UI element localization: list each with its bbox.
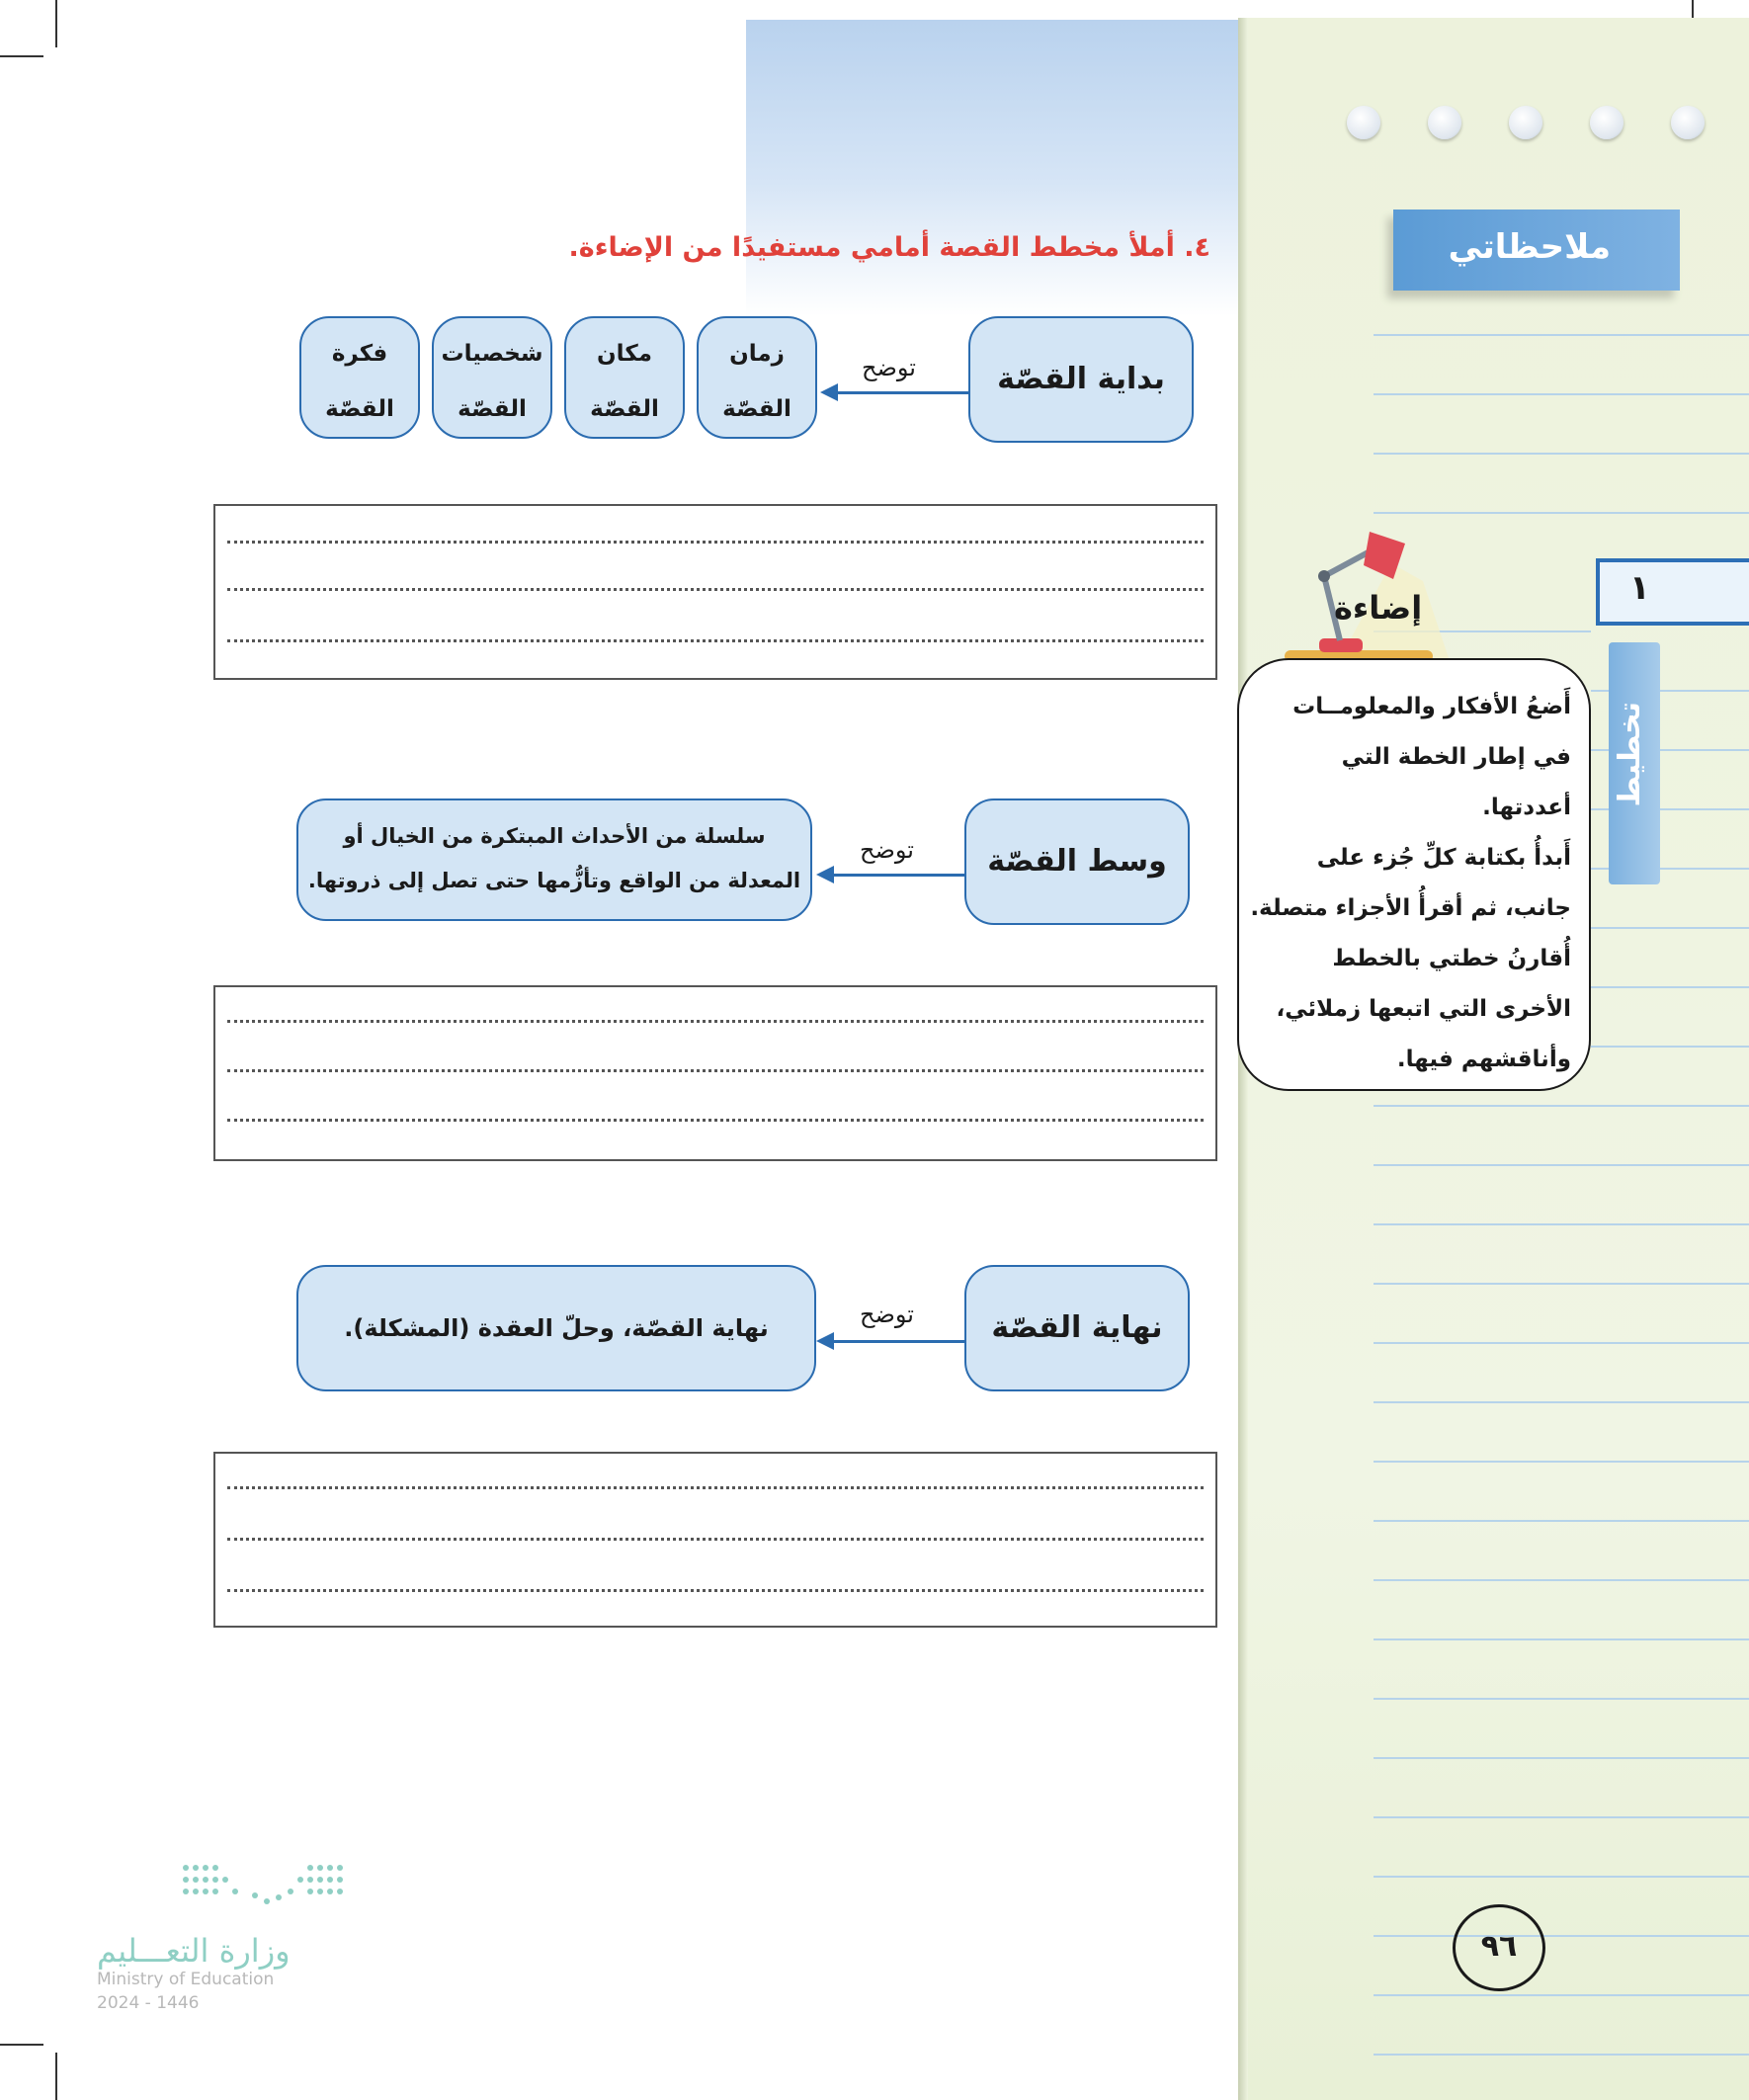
chip-line: شخصيات (441, 341, 543, 367)
chip-line: زمان (729, 341, 785, 367)
notes-title: ملاحظاتي (1448, 227, 1611, 267)
arrow-line (838, 391, 968, 394)
crop-mark (55, 0, 57, 47)
ring-hole (1509, 106, 1542, 139)
tip-line: أَضعُ الأفكار والمعلومــات (1292, 694, 1571, 719)
tip-line: أَبدأُ بكتابة كلِّ جُزء على (1316, 845, 1571, 871)
story-middle-box: وسط القصّة (964, 798, 1190, 925)
ring-hole (1347, 106, 1380, 139)
tip-line: الأخرى التي اتبعها زملائي، (1276, 996, 1571, 1022)
tip-line: وأناقشهم فيها. (1396, 1047, 1571, 1072)
chip-line: القصّة (325, 396, 394, 422)
page-number: ٩٦ (1453, 1904, 1545, 1991)
desc-line: المعدلة من الواقع وتأزُّمها حتى تصل إلى ذروتها. (307, 869, 801, 892)
chip-line: القصّة (722, 396, 791, 422)
tip-line: جانب، ثم أقرأُ الأجزاء متصلة. (1250, 895, 1571, 921)
tip-text (1250, 682, 1571, 1085)
story-element-chip (564, 316, 685, 439)
edition-year: 2024 - 1446 (97, 1993, 200, 2013)
header-gradient (746, 20, 1291, 316)
arrow-left-icon (816, 866, 834, 883)
crop-mark (0, 2044, 43, 2046)
story-beginning-box: بداية القصّة (968, 316, 1194, 443)
story-element-chip (697, 316, 817, 439)
tip-line: في إطار الخطة التي أعددتها. (1341, 744, 1571, 820)
arrow-line (834, 1340, 964, 1343)
story-element-chip (299, 316, 420, 439)
tip-box (1237, 658, 1591, 1091)
section-label-tab (1609, 642, 1660, 884)
ring-hole (1590, 106, 1624, 139)
chip-line: القصّة (458, 396, 527, 422)
arrow-line (834, 874, 964, 877)
ending-answer-box[interactable] (213, 1452, 1217, 1628)
arrow-label: توضح (860, 836, 914, 864)
ring-hole (1428, 106, 1461, 139)
chip-line: القصّة (590, 396, 659, 422)
middle-answer-box[interactable] (213, 985, 1217, 1161)
notes-tab (1393, 210, 1680, 291)
story-middle-description (296, 798, 812, 921)
ministry-name-en: Ministry of Education (97, 1970, 275, 1989)
tip-title: إضاءة (1334, 589, 1423, 627)
arrow-label: توضح (862, 354, 916, 381)
ministry-name-ar: وزارة التعـــليم (97, 1932, 291, 1970)
tip-line: أُقارنُ خطتي بالخطط (1332, 946, 1571, 971)
ring-hole (1671, 106, 1705, 139)
ministry-logo-icon (180, 1860, 353, 1915)
section-label: تخطيط (1613, 702, 1647, 807)
story-ending-box: نهاية القصّة (964, 1265, 1190, 1391)
unit-number-box (1596, 558, 1749, 626)
question-text: ٤. أملأ مخطط القصة أمامي مستفيدًا من الإضاءة. (568, 232, 1210, 263)
chip-line: فكرة (331, 341, 388, 367)
story-element-chip (432, 316, 552, 439)
crop-mark (0, 55, 43, 57)
unit-number: ١ (1629, 568, 1650, 608)
arrow-left-icon (820, 383, 838, 401)
arrow-left-icon (816, 1332, 834, 1350)
story-ending-description: نهاية القصّة، وحلّ العقدة (المشكلة). (296, 1265, 816, 1391)
beginning-answer-box[interactable] (213, 504, 1217, 680)
desc-line: سلسلة من الأحداث المبتكرة من الخيال أو (343, 824, 766, 848)
arrow-label: توضح (860, 1301, 914, 1328)
crop-mark (55, 2053, 57, 2100)
chip-line: مكان (597, 341, 652, 367)
